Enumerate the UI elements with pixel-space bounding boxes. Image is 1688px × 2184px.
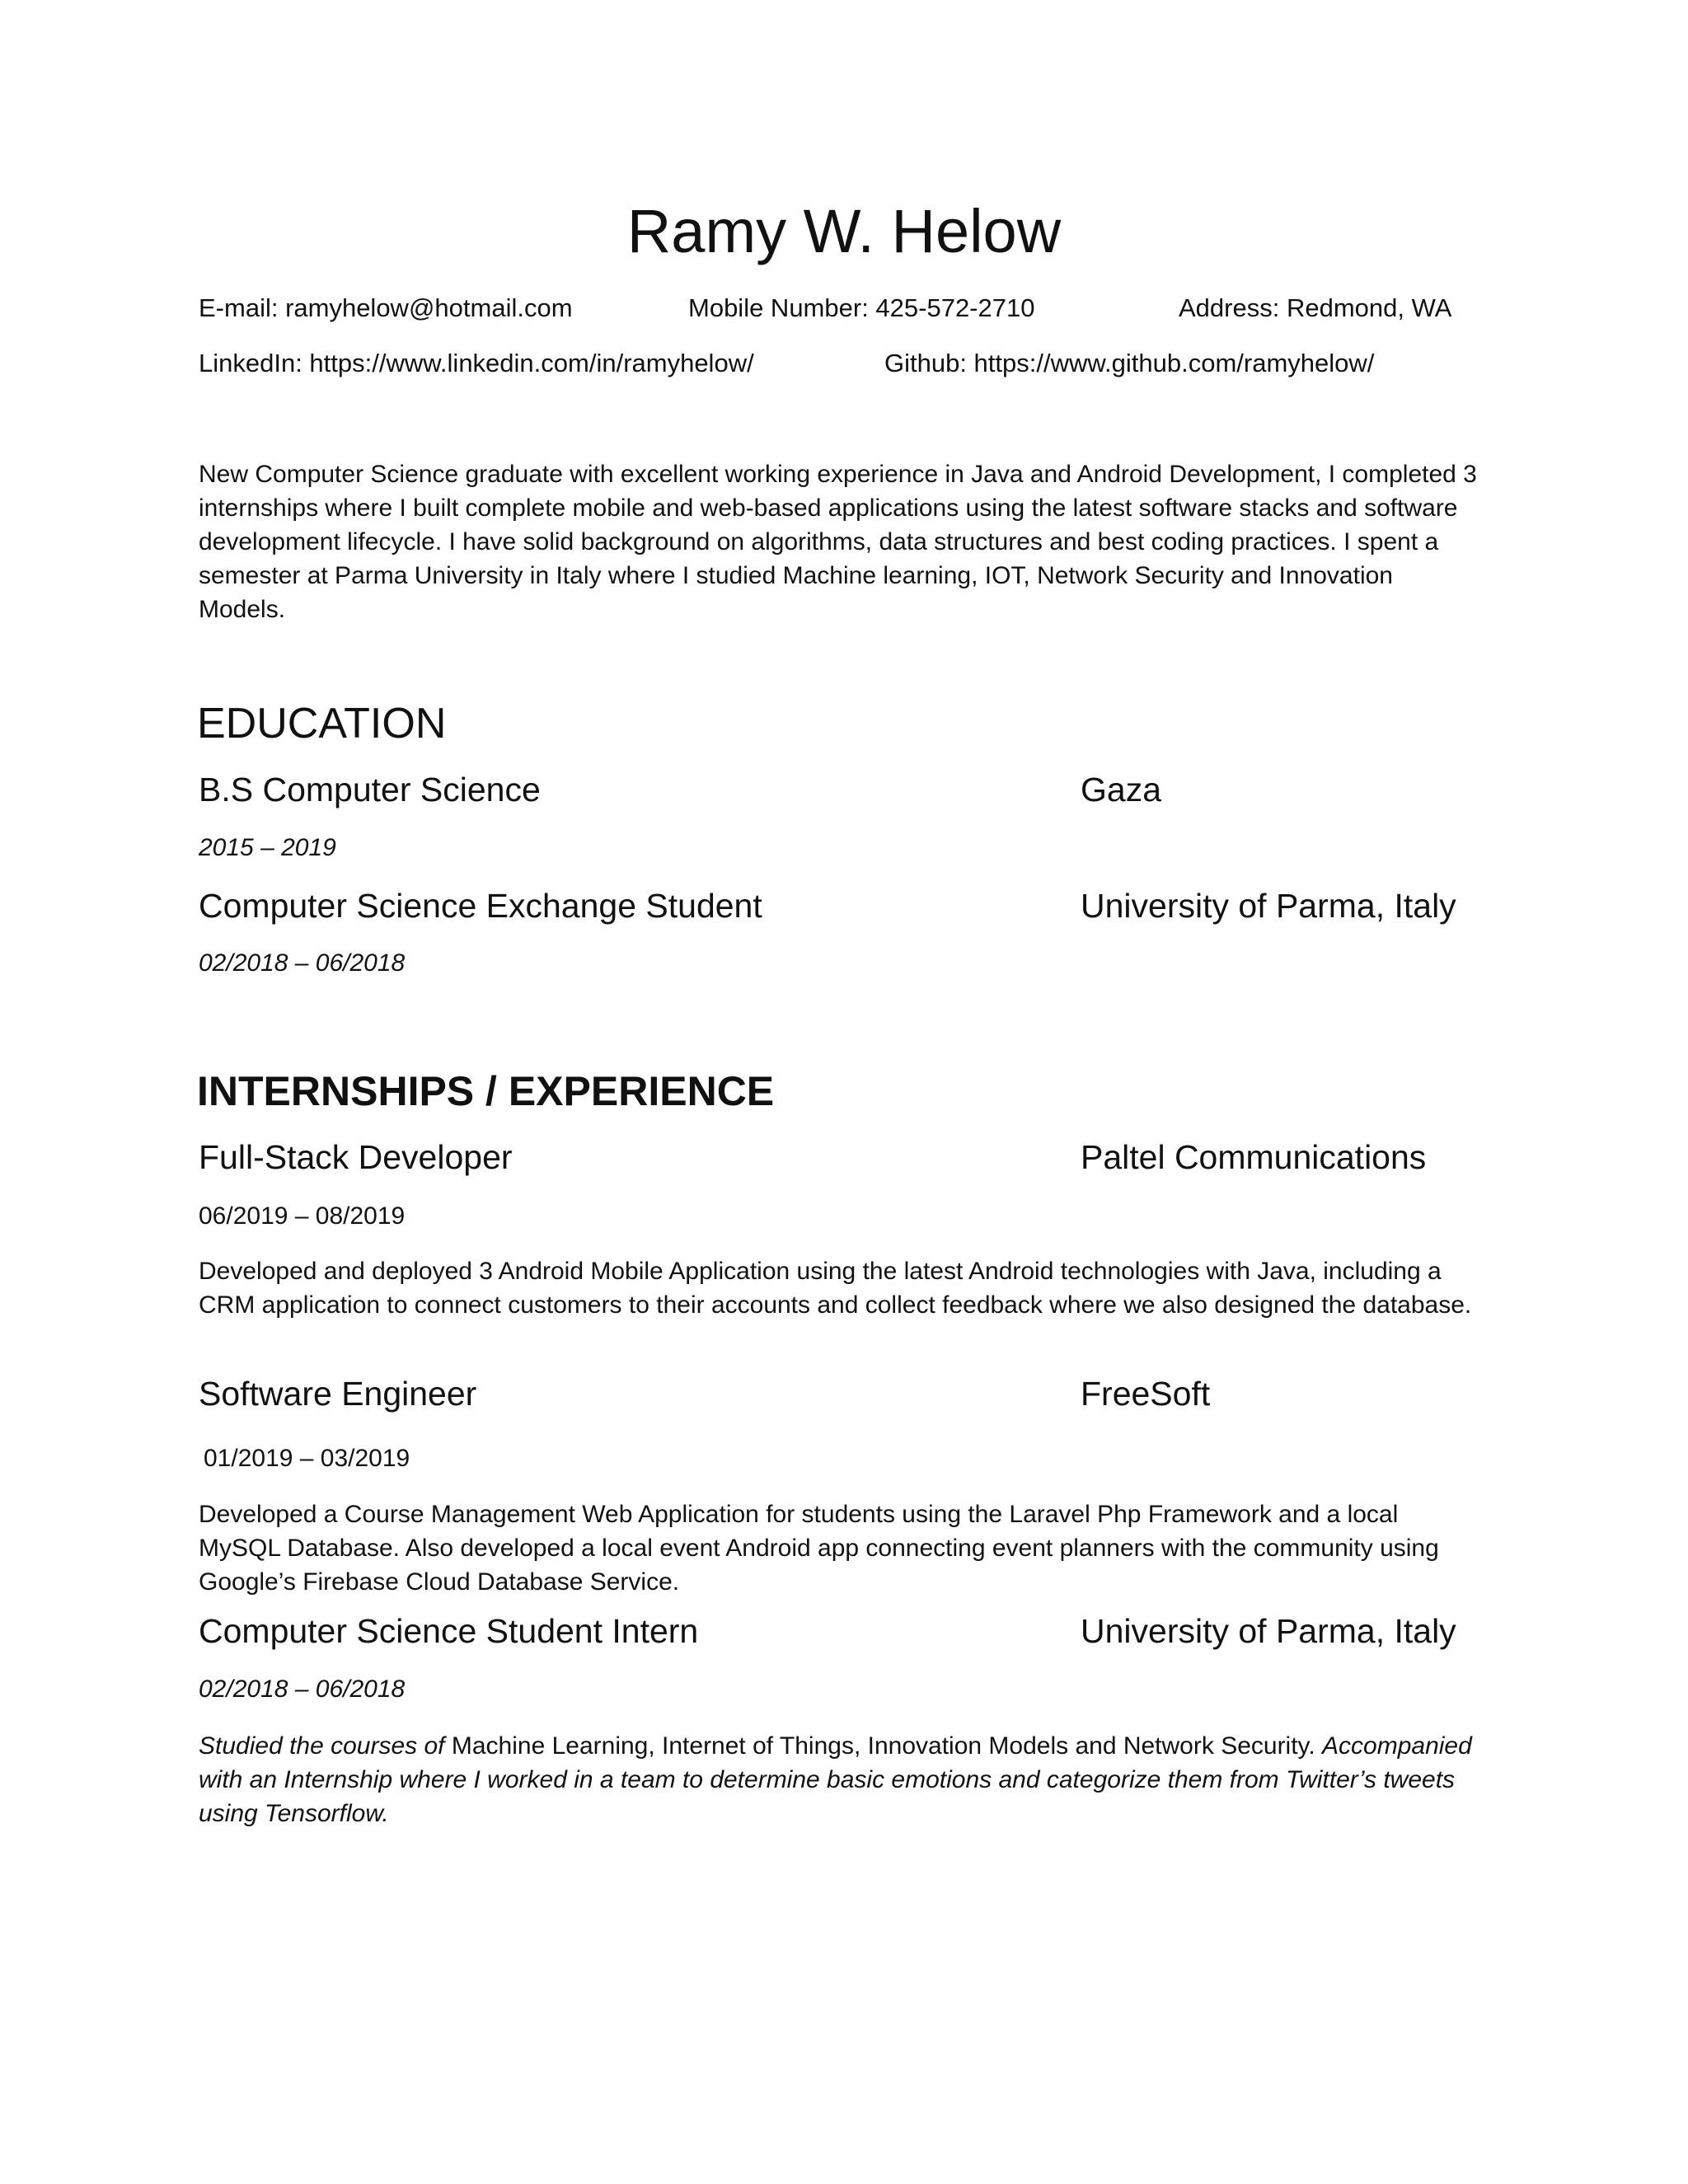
education-title: Computer Science Exchange Student (199, 887, 762, 925)
job-company: University of Parma, Italy (1081, 1612, 1456, 1650)
mobile-line: Mobile Number: 425-572-2710 (688, 293, 1035, 322)
email-line: E-mail: ramyhelow@hotmail.com (199, 293, 573, 322)
job-description: Developed and deployed 3 Android Mobile Application using the latest Android technologies with Java, including a CRM application to connect customers to their accounts and collect feedback where we also designed the database. (199, 1258, 1472, 1319)
job-description (199, 1729, 1484, 1830)
candidate-name: Ramy W. Helow (626, 197, 1062, 265)
job-dates: 01/2019 – 03/2019 (204, 1445, 410, 1472)
job-title: Software Engineer (199, 1375, 477, 1413)
job-title: Full-Stack Developer (199, 1138, 513, 1176)
description-courses: Machine Learning, Internet of Things, Innovation Models and Network Security. (444, 1732, 1315, 1760)
address-line: Address: Redmond, WA (1179, 293, 1452, 322)
education-heading: EDUCATION (197, 700, 447, 748)
job-description: Developed a Course Management Web Application for students using the Laravel Php Framework and a local MySQL Database. Also developed a local event Android app connecting event planners with the community using Google’s Firebase Cloud Database Service. (199, 1501, 1439, 1596)
description-rest: Accompanied with an Internship where I worked in a team to determine basic emotions and categorize them from Twitter’s tweets using Tensorflow. (199, 1732, 1472, 1827)
education-dates: 02/2018 – 06/2018 (199, 949, 406, 977)
github-line: Github: https://www.github.com/ramyhelow/ (884, 349, 1375, 377)
education-place: Gaza (1081, 771, 1161, 808)
job-company: FreeSoft (1081, 1375, 1211, 1413)
description-prefix: Studied the courses of (199, 1732, 445, 1760)
summary-paragraph: New Computer Science graduate with excellent working experience in Java and Android Development, I completed 3 internships where I built complete mobile and web-based applications using the latest software stacks and software development lifecycle. I have solid background on algorithms, data structures and best coding practices. I spent a semester at Parma University in Italy where I studied Machine learning, IOT, Network Security and Innovation Models. (199, 461, 1477, 623)
job-dates: 06/2019 – 08/2019 (199, 1202, 406, 1230)
education-dates: 2015 – 2019 (199, 834, 336, 861)
job-company: Paltel Communications (1081, 1138, 1427, 1176)
education-title: B.S Computer Science (199, 771, 541, 808)
linkedin-line: LinkedIn: https://www.linkedin.com/in/ramyhelow/ (199, 349, 754, 377)
job-title: Computer Science Student Intern (199, 1612, 699, 1650)
job-dates: 02/2018 – 06/2018 (199, 1675, 406, 1703)
education-place: University of Parma, Italy (1081, 887, 1456, 925)
experience-heading: INTERNSHIPS / EXPERIENCE (197, 1068, 775, 1114)
